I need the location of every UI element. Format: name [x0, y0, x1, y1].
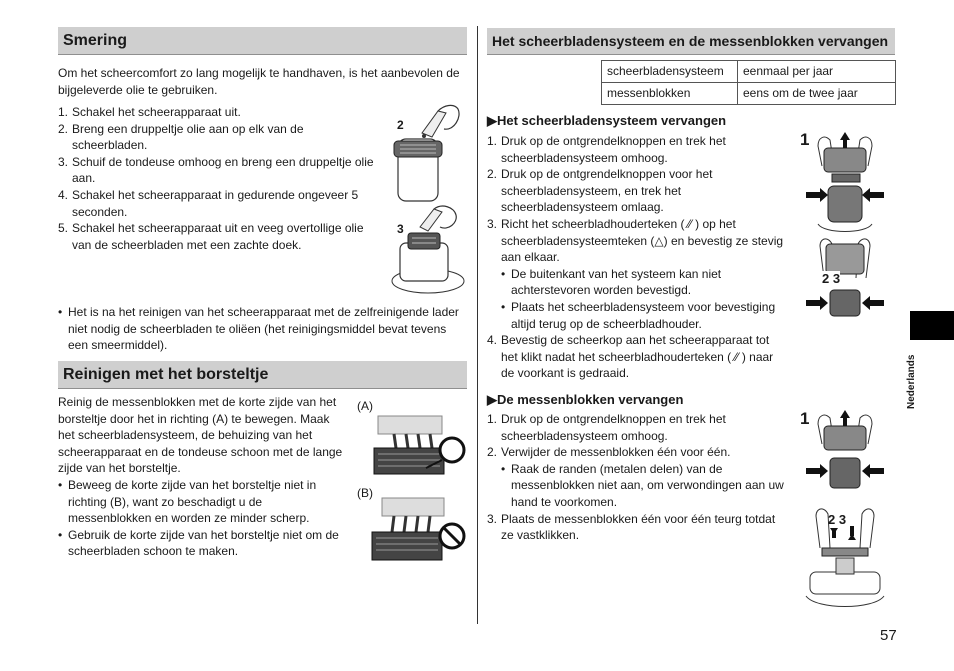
list-item: 1. Druk op de ontgrendelknoppen en trek het scheerbladensysteem omhoog. — [487, 412, 726, 443]
list-item: • Beweeg de korte zijde van het borsteltje niet in richting (B), want zo beschadigt u de messenblokken en worden ze minder scherp. — [58, 478, 317, 526]
subsection-title-scheerbladen: ▶Het scheerbladensysteem vervangen — [487, 113, 727, 128]
blade-replace-illustration — [796, 406, 894, 612]
arrow-right-icon: ▶ — [487, 392, 497, 407]
list-item: 2. Breng een druppeltje olie aan op elk van de scheerbladen. — [58, 121, 304, 153]
table-cell: eenmaal per jaar — [738, 61, 896, 83]
list-item: • Plaats het scheerbladensysteem voor bevestiging altijd terug op de scheerbladhouder. — [501, 299, 776, 331]
messenblokken-steps — [487, 411, 785, 544]
list-item: 1. Druk op de ontgrendelknoppen en trek het scheerbladensysteem omhoog. — [487, 134, 726, 165]
smering-note: • Het is na het reinigen van het scheerapparaat met de zelfreinigende lader niet nodig de scheerbladen te oliëen (het reinigingsmiddel bevat tevens een smeermiddel). — [58, 305, 459, 353]
page-number: 57 — [880, 627, 897, 644]
list-item: 4. Bevestig de scheerkop aan het scheerapparaat tot het klikt nadat het scheerbladhouderteken ( ⁄⁄ ) naar de voorkant is gedraaid. — [487, 333, 774, 381]
list-item: 5. Schakel het scheerapparaat uit en veeg overtollige olie van de scheerbladen met een zachte doek. — [58, 221, 364, 252]
table-cell: eens om de twee jaar — [738, 83, 896, 105]
shaver-oil-illustration-1 — [392, 103, 467, 208]
list-item: 2. Verwijder de messenblokken één voor één. — [487, 445, 731, 460]
list-item: 3. Schuif de tondeuse omhoog en breng een druppeltje olie aan. — [58, 154, 374, 186]
table-cell: messenblokken — [602, 83, 738, 105]
figure-label-2: 2 — [397, 118, 404, 132]
section-title-borstel: Reinigen met het borsteltje — [58, 361, 467, 389]
list-item: 2. Druk op de ontgrendelknoppen voor het scheerbladensysteem, en trek het scheerbladensysteem omlaag. — [487, 167, 713, 215]
figure-label-3: 3 — [397, 222, 404, 236]
table-cell: scheerbladensysteem — [602, 61, 738, 83]
brush-wrong-illustration — [368, 494, 468, 576]
list-item: • Gebruik de korte zijde van het borsteltje niet om de scheerbladen schoon te maken. — [58, 527, 339, 559]
table-row — [602, 83, 896, 105]
borstel-bullets — [58, 477, 346, 560]
scheerbladen-steps — [487, 133, 785, 382]
list-item: • Raak de randen (metalen delen) van de messenblokken niet aan, om verwondingen aan uw hand te voorkomen. — [501, 461, 784, 509]
list-item: 1. Schakel het scheerapparaat uit. — [58, 105, 241, 119]
list-item: 3. Richt het scheerbladhouderteken ( ⁄⁄ ) op het scheerbladensysteemteken (△) en bevestig ze stevig aan elkaar. — [487, 216, 784, 265]
smering-intro: Om het scheercomfort zo lang mogelijk te handhaven, is het aanbevolen de bijgeleverde olie te gebruiken. — [58, 66, 460, 97]
figure-label-2-3: 2 3 — [822, 271, 841, 286]
replacement-table — [601, 60, 896, 105]
language-label: Nederlands — [906, 354, 917, 409]
list-item: 4. Schakel het scheerapparaat in gedurende ongeveer 5 seconden. — [58, 187, 359, 219]
shaver-oil-illustration-2 — [388, 205, 468, 297]
label-b: (B) — [357, 486, 373, 500]
figure-label-1b: 1 — [800, 409, 810, 428]
subsection-title-messenblokken: ▶De messenblokken vervangen — [487, 392, 684, 407]
column-divider — [477, 26, 478, 624]
label-a: (A) — [357, 399, 373, 413]
section-title-vervangen: Het scheerbladensysteem en de messenblokken vervangen — [487, 28, 895, 55]
smering-steps — [58, 104, 380, 253]
arrow-right-icon: ▶ — [487, 113, 497, 128]
list-item: 3. Plaats de messenblokken één voor één teurg totdat ze vastklikken. — [487, 511, 776, 543]
language-tab — [910, 311, 954, 340]
borstel-intro: Reinig de messenblokken met de korte zijde van het borsteltje door het in richting (A) te bewegen. Maak het scheerbladensysteem, de behuizing van het scheerapparaat en de tondeuse schoon met de lange zijde van het borsteltje. — [58, 395, 343, 476]
list-item: • De buitenkant van het systeem kan niet achterstevoren worden bevestigd. — [501, 266, 722, 298]
table-row — [602, 61, 896, 83]
brush-correct-illustration — [368, 408, 468, 486]
figure-label-1: 1 — [800, 130, 810, 149]
foil-replace-illustration — [796, 128, 894, 333]
section-title-smering: Smering — [58, 27, 467, 55]
figure-label-2-3b: 2 3 — [828, 512, 847, 527]
